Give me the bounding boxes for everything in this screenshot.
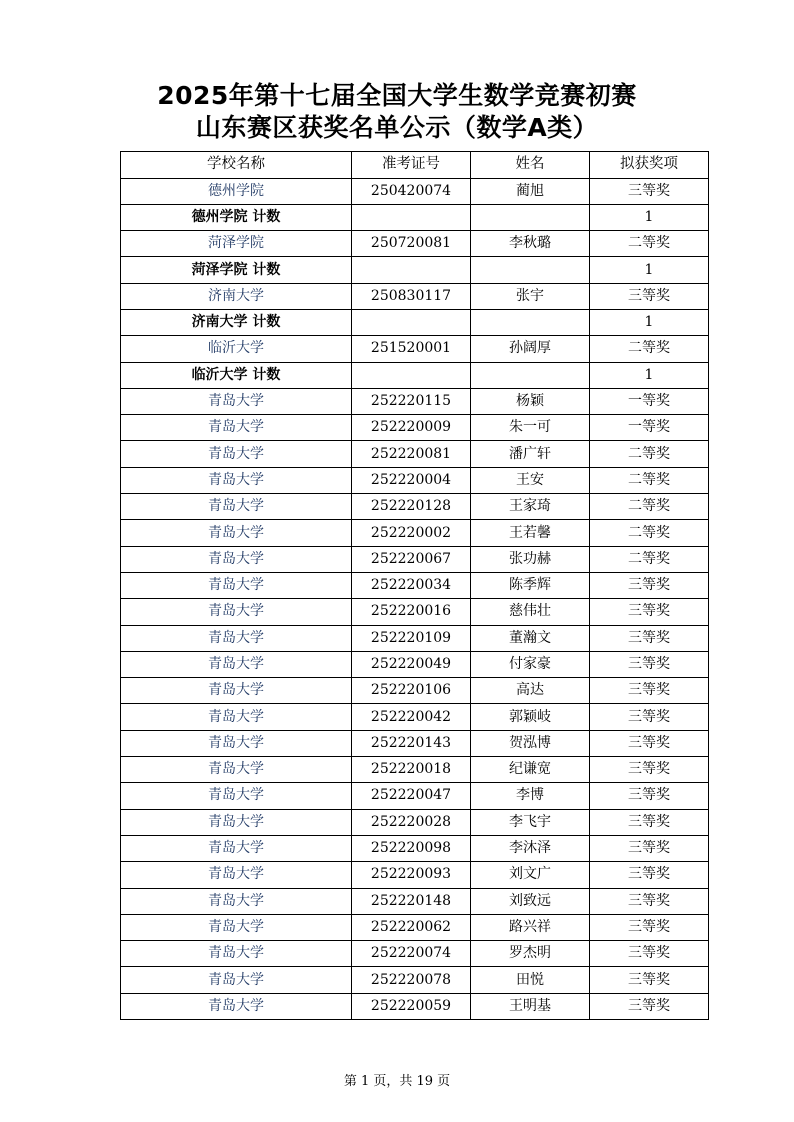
award-cell: 三等奖 <box>590 757 709 783</box>
award-cell: 三等奖 <box>590 178 709 204</box>
award-cell: 三等奖 <box>590 678 709 704</box>
exam-id-cell: 252220059 <box>352 993 471 1019</box>
exam-id-cell <box>352 204 471 230</box>
school-cell: 德州学院 计数 <box>121 204 352 230</box>
name-cell: 王安 <box>471 467 590 493</box>
award-cell: 三等奖 <box>590 888 709 914</box>
name-cell <box>471 362 590 388</box>
award-cell: 三等奖 <box>590 783 709 809</box>
name-cell: 李秋璐 <box>471 231 590 257</box>
subtotal-row <box>121 362 709 388</box>
subtotal-row <box>121 204 709 230</box>
name-cell: 田悦 <box>471 967 590 993</box>
name-cell <box>471 257 590 283</box>
exam-id-cell: 250830117 <box>352 283 471 309</box>
name-cell: 张宇 <box>471 283 590 309</box>
table-row <box>121 783 709 809</box>
table-row <box>121 520 709 546</box>
name-cell: 纪谦宽 <box>471 757 590 783</box>
exam-id-cell: 250420074 <box>352 178 471 204</box>
table-row <box>121 704 709 730</box>
document-title-line-1: 2025年第十七届全国大学生数学竞赛初赛 <box>157 81 637 110</box>
award-cell: 1 <box>590 309 709 335</box>
award-cell: 1 <box>590 257 709 283</box>
name-cell: 王若馨 <box>471 520 590 546</box>
award-cell: 1 <box>590 204 709 230</box>
award-cell: 二等奖 <box>590 546 709 572</box>
table-row <box>121 967 709 993</box>
table-row <box>121 914 709 940</box>
name-cell: 慈伟壮 <box>471 599 590 625</box>
school-cell: 青岛大学 <box>121 835 352 861</box>
exam-id-cell: 252220018 <box>352 757 471 783</box>
subtotal-row <box>121 257 709 283</box>
award-cell: 一等奖 <box>590 415 709 441</box>
award-cell: 三等奖 <box>590 599 709 625</box>
name-cell: 付家豪 <box>471 651 590 677</box>
school-cell: 青岛大学 <box>121 599 352 625</box>
column-header-exam-id: 准考证号 <box>352 152 471 179</box>
table-row <box>121 888 709 914</box>
school-cell: 青岛大学 <box>121 441 352 467</box>
school-cell: 青岛大学 <box>121 678 352 704</box>
name-cell: 李沐泽 <box>471 835 590 861</box>
name-cell: 董瀚文 <box>471 625 590 651</box>
school-cell: 德州学院 <box>121 178 352 204</box>
table-row <box>121 572 709 598</box>
table-row <box>121 178 709 204</box>
column-header-name: 姓名 <box>471 152 590 179</box>
name-cell: 陈季辉 <box>471 572 590 598</box>
name-cell: 刘致远 <box>471 888 590 914</box>
table-row <box>121 730 709 756</box>
table-row <box>121 388 709 414</box>
column-header-award: 拟获奖项 <box>590 152 709 179</box>
column-header-school: 学校名称 <box>121 152 352 179</box>
exam-id-cell: 250720081 <box>352 231 471 257</box>
school-cell: 青岛大学 <box>121 914 352 940</box>
exam-id-cell: 252220062 <box>352 914 471 940</box>
school-cell: 青岛大学 <box>121 704 352 730</box>
table-row <box>121 467 709 493</box>
exam-id-cell: 252220004 <box>352 467 471 493</box>
name-cell: 朱一可 <box>471 415 590 441</box>
name-cell: 蔺旭 <box>471 178 590 204</box>
award-cell: 一等奖 <box>590 388 709 414</box>
school-cell: 临沂大学 计数 <box>121 362 352 388</box>
award-cell: 二等奖 <box>590 441 709 467</box>
exam-id-cell: 252220049 <box>352 651 471 677</box>
award-cell: 三等奖 <box>590 809 709 835</box>
table-row <box>121 862 709 888</box>
table-row <box>121 336 709 362</box>
exam-id-cell: 252220047 <box>352 783 471 809</box>
subtotal-row <box>121 309 709 335</box>
exam-id-cell: 252220115 <box>352 388 471 414</box>
name-cell: 李飞宇 <box>471 809 590 835</box>
name-cell: 王明基 <box>471 993 590 1019</box>
award-cell: 二等奖 <box>590 231 709 257</box>
table-row <box>121 757 709 783</box>
exam-id-cell: 252220009 <box>352 415 471 441</box>
award-cell: 三等奖 <box>590 730 709 756</box>
exam-id-cell: 251520001 <box>352 336 471 362</box>
award-cell: 三等奖 <box>590 572 709 598</box>
table-row <box>121 651 709 677</box>
exam-id-cell <box>352 257 471 283</box>
name-cell: 路兴祥 <box>471 914 590 940</box>
table-row <box>121 283 709 309</box>
school-cell: 青岛大学 <box>121 546 352 572</box>
exam-id-cell: 252220093 <box>352 862 471 888</box>
name-cell: 高达 <box>471 678 590 704</box>
school-cell: 临沂大学 <box>121 336 352 362</box>
award-cell: 三等奖 <box>590 625 709 651</box>
table-body <box>121 178 709 1020</box>
school-cell: 青岛大学 <box>121 888 352 914</box>
page-footer: 第 1 页，共 19 页 <box>343 1074 451 1089</box>
table-row <box>121 993 709 1019</box>
name-cell: 张功赫 <box>471 546 590 572</box>
table-row <box>121 441 709 467</box>
table-row <box>121 231 709 257</box>
school-cell: 菏泽学院 <box>121 231 352 257</box>
document-title-line-2: 山东赛区获奖名单公示（数学A类） <box>195 113 599 142</box>
award-cell: 1 <box>590 362 709 388</box>
table-row <box>121 678 709 704</box>
award-cell: 三等奖 <box>590 835 709 861</box>
exam-id-cell: 252220128 <box>352 494 471 520</box>
exam-id-cell: 252220074 <box>352 941 471 967</box>
name-cell: 郭颖岐 <box>471 704 590 730</box>
exam-id-cell: 252220002 <box>352 520 471 546</box>
award-cell: 三等奖 <box>590 941 709 967</box>
award-cell: 三等奖 <box>590 914 709 940</box>
table-row <box>121 415 709 441</box>
name-cell: 贺泓博 <box>471 730 590 756</box>
award-cell: 三等奖 <box>590 704 709 730</box>
table-row <box>121 809 709 835</box>
school-cell: 菏泽学院 计数 <box>121 257 352 283</box>
table-row <box>121 599 709 625</box>
name-cell: 罗杰明 <box>471 941 590 967</box>
name-cell <box>471 309 590 335</box>
school-cell: 青岛大学 <box>121 520 352 546</box>
name-cell: 刘文广 <box>471 862 590 888</box>
school-cell: 青岛大学 <box>121 651 352 677</box>
table-row <box>121 835 709 861</box>
award-cell: 二等奖 <box>590 467 709 493</box>
award-cell: 二等奖 <box>590 520 709 546</box>
award-cell: 三等奖 <box>590 651 709 677</box>
award-cell: 二等奖 <box>590 336 709 362</box>
award-cell: 三等奖 <box>590 967 709 993</box>
award-cell: 三等奖 <box>590 993 709 1019</box>
name-cell: 杨颖 <box>471 388 590 414</box>
exam-id-cell: 252220148 <box>352 888 471 914</box>
award-cell: 三等奖 <box>590 283 709 309</box>
exam-id-cell: 252220042 <box>352 704 471 730</box>
exam-id-cell: 252220098 <box>352 835 471 861</box>
exam-id-cell: 252220078 <box>352 967 471 993</box>
school-cell: 青岛大学 <box>121 572 352 598</box>
school-cell: 青岛大学 <box>121 730 352 756</box>
exam-id-cell <box>352 362 471 388</box>
name-cell: 潘广轩 <box>471 441 590 467</box>
name-cell: 李博 <box>471 783 590 809</box>
school-cell: 青岛大学 <box>121 494 352 520</box>
award-cell: 三等奖 <box>590 862 709 888</box>
table-row <box>121 494 709 520</box>
exam-id-cell: 252220028 <box>352 809 471 835</box>
name-cell: 王家琦 <box>471 494 590 520</box>
table-row <box>121 941 709 967</box>
exam-id-cell: 252220034 <box>352 572 471 598</box>
school-cell: 青岛大学 <box>121 941 352 967</box>
school-cell: 青岛大学 <box>121 993 352 1019</box>
school-cell: 青岛大学 <box>121 967 352 993</box>
school-cell: 济南大学 <box>121 283 352 309</box>
name-cell: 孙阔厚 <box>471 336 590 362</box>
school-cell: 青岛大学 <box>121 388 352 414</box>
table-row <box>121 546 709 572</box>
school-cell: 青岛大学 <box>121 625 352 651</box>
school-cell: 济南大学 计数 <box>121 309 352 335</box>
exam-id-cell <box>352 309 471 335</box>
school-cell: 青岛大学 <box>121 862 352 888</box>
exam-id-cell: 252220067 <box>352 546 471 572</box>
exam-id-cell: 252220109 <box>352 625 471 651</box>
table-header-row <box>121 152 709 179</box>
school-cell: 青岛大学 <box>121 467 352 493</box>
award-cell: 二等奖 <box>590 494 709 520</box>
school-cell: 青岛大学 <box>121 757 352 783</box>
school-cell: 青岛大学 <box>121 783 352 809</box>
school-cell: 青岛大学 <box>121 809 352 835</box>
exam-id-cell: 252220106 <box>352 678 471 704</box>
exam-id-cell: 252220016 <box>352 599 471 625</box>
exam-id-cell: 252220081 <box>352 441 471 467</box>
name-cell <box>471 204 590 230</box>
award-table <box>120 151 709 1020</box>
exam-id-cell: 252220143 <box>352 730 471 756</box>
table-row <box>121 625 709 651</box>
school-cell: 青岛大学 <box>121 415 352 441</box>
